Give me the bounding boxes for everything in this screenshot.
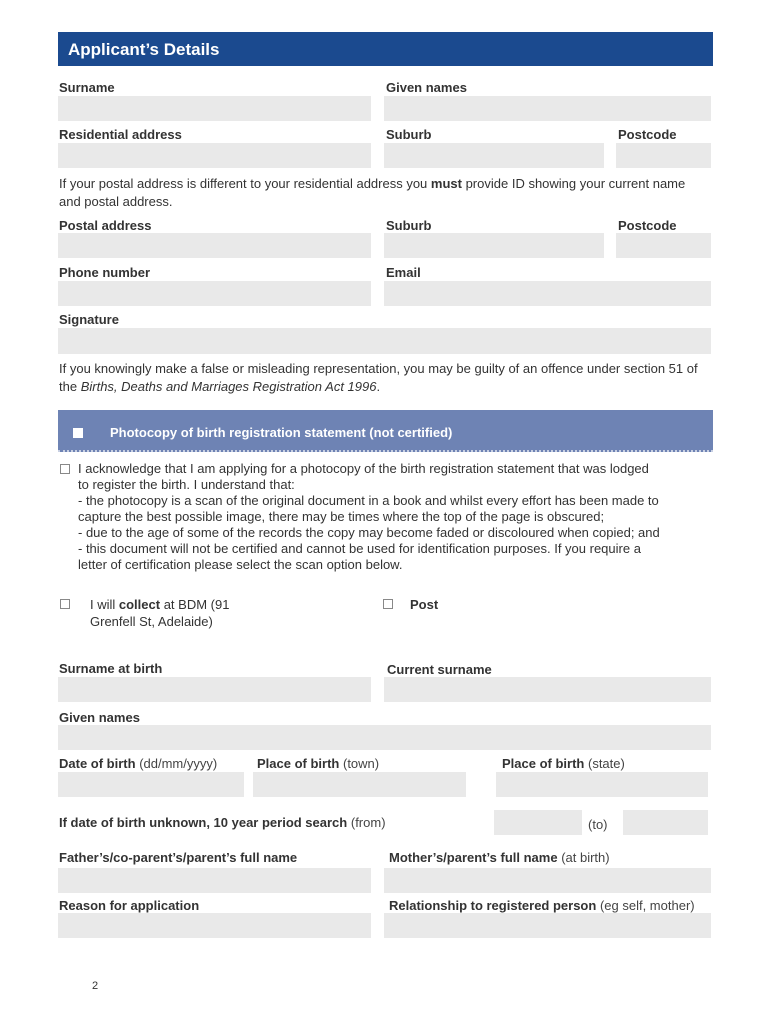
period-from-field[interactable] (494, 810, 582, 835)
period-search-label: If date of birth unknown, 10 year period search (from) (59, 815, 386, 830)
postal-address-label: Postal address (59, 218, 152, 233)
photocopy-option-checkbox-icon[interactable] (73, 428, 83, 438)
acknowledgement-text: I acknowledge that I am applying for a photocopy of the birth registration statement that was lodged to register the birth. I understand that: - the photocopy is a scan of the original document in a book and whilst every effort has been made to capture the best possible image, there may be times where the top of the page is obscured; - due to the age of some of the records the copy may become faded or discoloured when copied; and - this document will not be certified and cannot be used for identification purposes. If you require a letter of certification please select the scan option below. (78, 461, 660, 572)
surname-at-birth-label: Surname at birth (59, 661, 163, 676)
place-of-birth-town-label: Place of birth (town) (257, 756, 380, 771)
postcode-field[interactable] (616, 143, 711, 168)
mother-name-field[interactable] (384, 868, 711, 893)
current-surname-label: Current surname (387, 662, 492, 677)
postal-postcode-label: Postcode (618, 218, 677, 233)
surname-at-birth-field[interactable] (58, 677, 371, 702)
place-of-birth-state-label: Place of birth (state) (502, 756, 625, 771)
place-of-birth-state-field[interactable] (496, 772, 708, 797)
postal-address-field[interactable] (58, 233, 371, 258)
collect-checkbox[interactable] (60, 599, 70, 609)
relationship-label: Relationship to registered person (eg self, mother) (389, 898, 695, 913)
offence-note: If you knowingly make a false or misleading representation, you may be guilty of an offence under section 51 of the Births, Deaths and Marriages Registration Act 1996. (59, 361, 698, 394)
postal-postcode-field[interactable] (616, 233, 711, 258)
postal-suburb-field[interactable] (384, 233, 604, 258)
applicant-details-heading: Applicant’s Details (58, 32, 713, 66)
signature-label: Signature (59, 312, 119, 327)
current-surname-field[interactable] (384, 677, 711, 702)
post-option-label: Post (410, 597, 439, 612)
mother-name-label: Mother’s/parent’s full name (at birth) (389, 850, 610, 865)
photocopy-option-banner[interactable] (58, 410, 713, 452)
email-label: Email (386, 265, 421, 280)
reason-label: Reason for application (59, 898, 200, 913)
reason-field[interactable] (58, 913, 371, 938)
email-field[interactable] (384, 281, 711, 306)
photocopy-option-title: Photocopy of birth registration statement (not certified) (110, 425, 453, 440)
phone-number-field[interactable] (58, 281, 371, 306)
post-checkbox[interactable] (383, 599, 393, 609)
date-of-birth-label: Date of birth (dd/mm/yyyy) (59, 756, 218, 771)
page-number: 2 (92, 980, 99, 992)
surname-field[interactable] (58, 96, 371, 121)
relationship-field[interactable] (384, 913, 711, 938)
residential-address-field[interactable] (58, 143, 371, 168)
suburb-label: Suburb (386, 127, 432, 142)
collect-option-text: I will collect at BDM (91 Grenfell St, Adelaide) (90, 597, 230, 629)
signature-field[interactable] (58, 328, 711, 354)
date-of-birth-field[interactable] (58, 772, 244, 797)
place-of-birth-town-field[interactable] (253, 772, 466, 797)
father-name-label: Father’s/co-parent’s/parent’s full name (59, 850, 298, 865)
given-names-field[interactable] (384, 96, 711, 121)
postal-suburb-label: Suburb (386, 218, 432, 233)
phone-number-label: Phone number (59, 265, 151, 280)
given-names-label: Given names (386, 80, 467, 95)
period-to-label: (to) (588, 817, 608, 832)
birth-given-names-label: Given names (59, 710, 140, 725)
residential-address-label: Residential address (59, 127, 182, 142)
postcode-label: Postcode (618, 127, 677, 142)
acknowledge-checkbox[interactable] (60, 464, 70, 474)
period-to-field[interactable] (623, 810, 708, 835)
suburb-field[interactable] (384, 143, 604, 168)
postal-address-note: If your postal address is different to your residential address you must provide ID showing your current name and postal address. (59, 176, 686, 209)
surname-label: Surname (59, 80, 115, 95)
birth-given-names-field[interactable] (58, 725, 711, 750)
father-name-field[interactable] (58, 868, 371, 893)
